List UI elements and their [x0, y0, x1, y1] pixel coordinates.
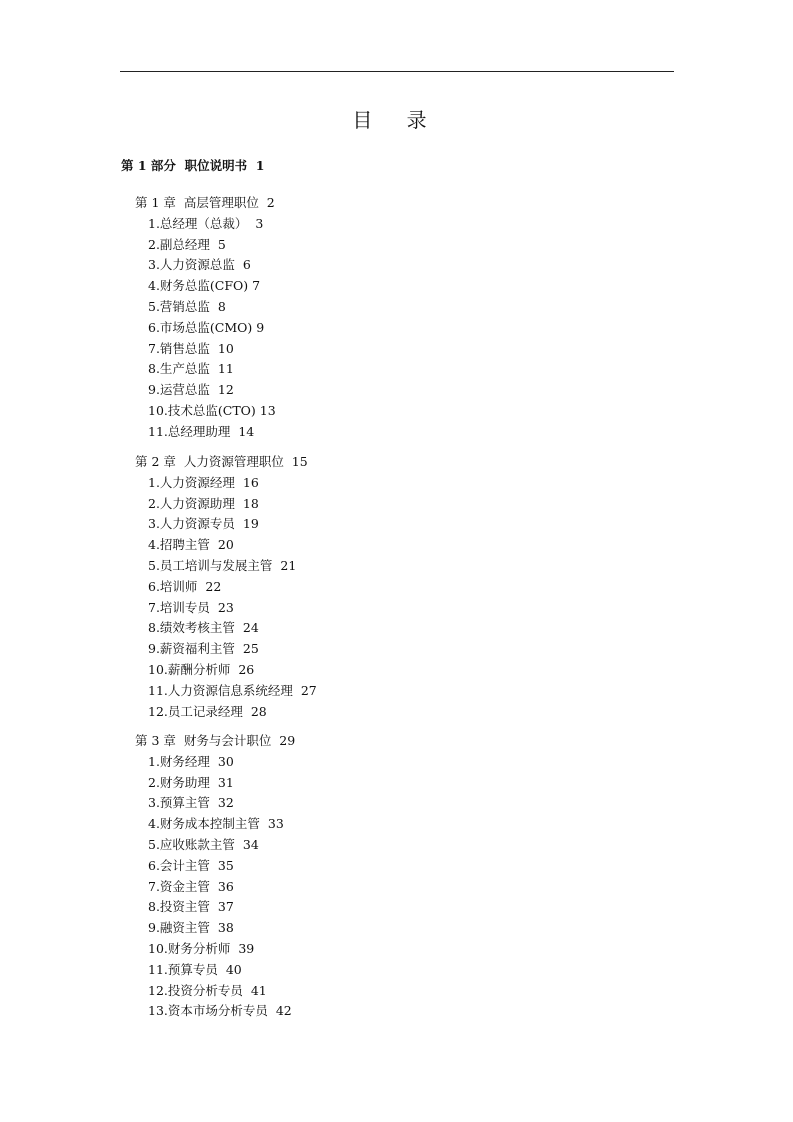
toc-entry[interactable]: 4.招聘主管 20 [148, 537, 234, 552]
toc-entry[interactable]: 5.应收账款主管 34 [148, 837, 259, 852]
toc-entry[interactable]: 9.薪资福利主管 25 [148, 641, 259, 656]
toc-entry[interactable]: 11.总经理助理 14 [148, 424, 255, 439]
toc-entry[interactable]: 9.运营总监 12 [148, 382, 234, 397]
toc-entry[interactable]: 6.会计主管 35 [148, 858, 234, 873]
toc-entry[interactable]: 10.技术总监(CTO) 13 [148, 403, 276, 418]
toc-entry[interactable]: 6.市场总监(CMO) 9 [148, 320, 265, 335]
page-title: 目 录 [352, 108, 441, 132]
toc-entry[interactable]: 9.融资主管 38 [148, 920, 234, 935]
toc-entry[interactable]: 3.人力资源专员 19 [148, 516, 259, 531]
toc-entry[interactable]: 3.人力资源总监 6 [148, 257, 251, 272]
toc-entry[interactable]: 8.绩效考核主管 24 [148, 620, 259, 635]
chapter-heading[interactable]: 第 3 章 财务与会计职位 29 [135, 733, 296, 748]
toc-entry[interactable]: 4.财务总监(CFO) 7 [148, 278, 261, 293]
toc-entry[interactable]: 2.人力资源助理 18 [148, 496, 259, 511]
toc-entry[interactable]: 4.财务成本控制主管 33 [148, 816, 284, 831]
toc-entry[interactable]: 7.培训专员 23 [148, 600, 234, 615]
header-rule [120, 71, 674, 72]
toc-entry[interactable]: 2.副总经理 5 [148, 237, 226, 252]
toc-entry[interactable]: 10.薪酬分析师 26 [148, 662, 255, 677]
part-heading[interactable]: 第 1 部分 职位说明书 1 [121, 158, 265, 173]
toc-entry[interactable]: 13.资本市场分析专员 42 [148, 1003, 292, 1018]
toc-entry[interactable]: 7.销售总监 10 [148, 341, 234, 356]
toc-entry[interactable]: 5.员工培训与发展主管 21 [148, 558, 297, 573]
toc-entry[interactable]: 6.培训师 22 [148, 579, 222, 594]
toc-entry[interactable]: 8.生产总监 11 [148, 361, 234, 376]
toc-entry[interactable]: 1.财务经理 30 [148, 754, 234, 769]
toc-entry[interactable]: 12.投资分析专员 41 [148, 983, 267, 998]
toc-entry[interactable]: 2.财务助理 31 [148, 775, 234, 790]
chapter-heading[interactable]: 第 2 章 人力资源管理职位 15 [135, 454, 308, 469]
toc-entry[interactable]: 1.总经理（总裁） 3 [148, 216, 264, 231]
toc-entry[interactable]: 10.财务分析师 39 [148, 941, 255, 956]
toc-entry[interactable]: 11.人力资源信息系统经理 27 [148, 683, 317, 698]
toc-entry[interactable]: 8.投资主管 37 [148, 899, 234, 914]
toc-entry[interactable]: 3.预算主管 32 [148, 795, 234, 810]
chapter-heading[interactable]: 第 1 章 高层管理职位 2 [135, 195, 275, 210]
toc-entry[interactable]: 5.营销总监 8 [148, 299, 226, 314]
toc-entry[interactable]: 11.预算专员 40 [148, 962, 242, 977]
toc-entry[interactable]: 7.资金主管 36 [148, 879, 234, 894]
toc-entry[interactable]: 12.员工记录经理 28 [148, 704, 267, 719]
toc-entry[interactable]: 1.人力资源经理 16 [148, 475, 259, 490]
